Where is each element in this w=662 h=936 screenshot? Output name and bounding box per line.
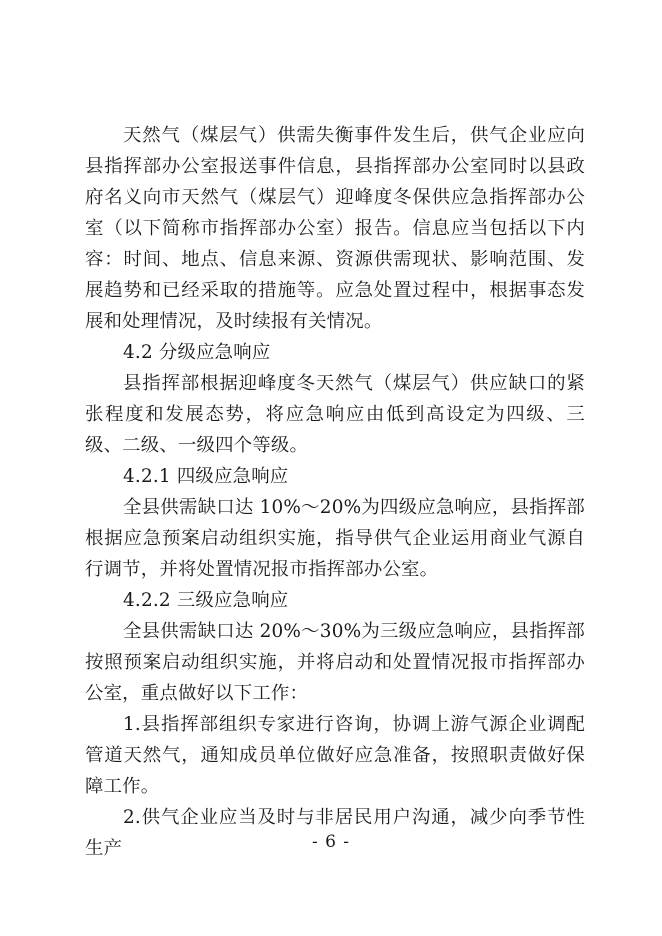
paragraph-level-four: 全县供需缺口达 10%～20%为四级应急响应，县指挥部根据应急预案启动组织实施，指导供气企业运用商业气源自行调节，并将处置情况报市指挥部办公室。: [85, 497, 585, 580]
section-heading-4-2: 4.2 分级应急响应: [123, 342, 271, 363]
paragraph-response-levels: 县指挥部根据迎峰度冬天然气（煤层气）供应缺口的紧张程度和发展态势，将应急响应由低到高设定为四级、三级、二级、一级四个等级。: [85, 373, 585, 456]
page-number: - 6 -: [311, 832, 351, 852]
document-body: [85, 120, 585, 864]
paragraph-info-reporting: 天然气（煤层气）供需失衡事件发生后，供气企业应向县指挥部办公室报送事件信息，县指挥部办公室同时以县政府名义向市天然气（煤层气）迎峰度冬保供应急指挥部办公室（以下简称市指挥部办公室）报告。信息应当包括以下内容：时间、地点、信息来源、资源供需现状、影响范围、发展趋势和已经采取的措施等。应急处置过程中，根据事态发展和处理情况，及时续报有关情况。: [85, 125, 585, 332]
paragraph-level-three: 全县供需缺口达 20%～30%为三级应急响应，县指挥部按照预案启动组织实施，并将启动和处置情况报市指挥部办公室，重点做好以下工作：: [85, 621, 585, 704]
paragraph-item-1: 1.县指挥部组织专家进行咨询，协调上游气源企业调配管道天然气，通知成员单位做好应急准备，按照职责做好保障工作。: [85, 714, 585, 797]
paragraph-item-2: 2.供气企业应当及时与非居民用户沟通，减少向季节性生产: [85, 807, 585, 859]
section-heading-4-2-1: 4.2.1 四级应急响应: [123, 466, 289, 487]
section-heading-4-2-2: 4.2.2 三级应急响应: [123, 590, 289, 611]
